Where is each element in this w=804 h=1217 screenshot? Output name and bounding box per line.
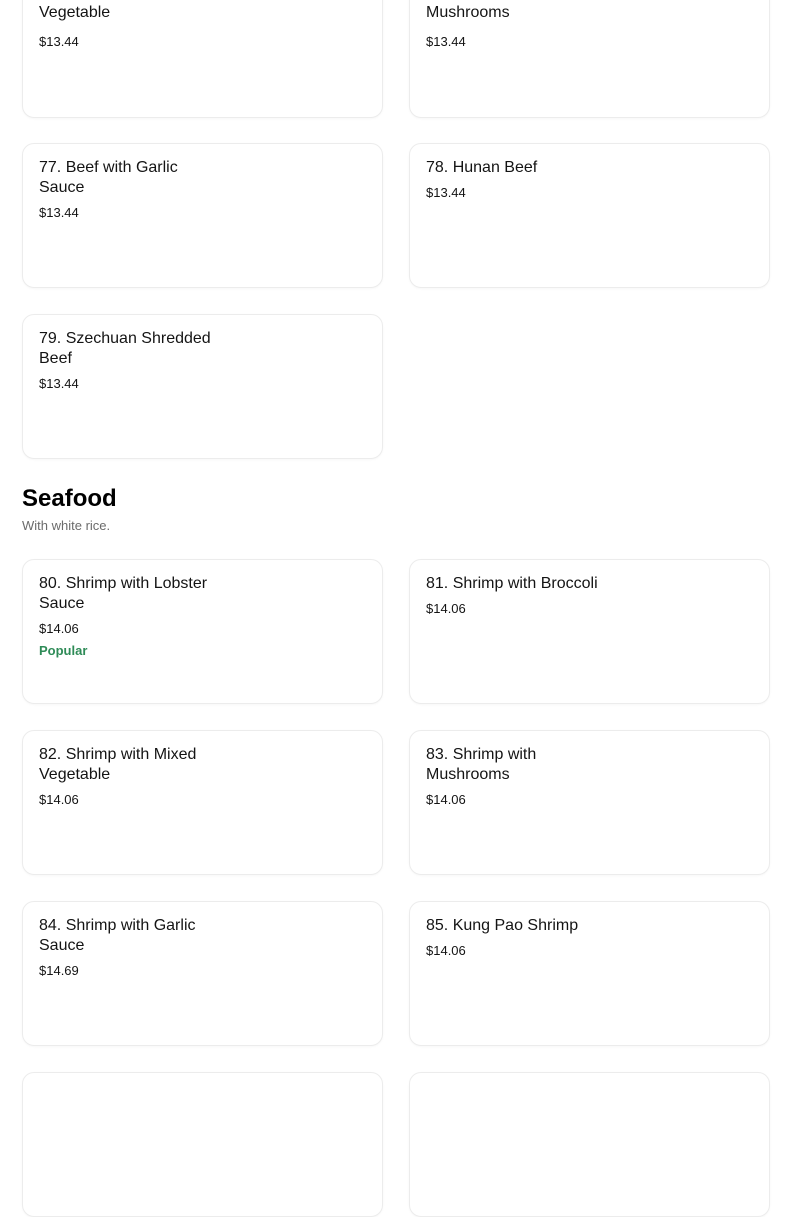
item-name: 83. Shrimp with Mushrooms [426,746,537,783]
section-title: Seafood [22,485,117,512]
item-price: $13.44 [39,376,79,391]
menu-item-card[interactable] [409,559,770,704]
menu-item-card[interactable] [22,0,383,118]
menu-item-card[interactable] [409,1072,770,1217]
section-subtitle: With white rice. [22,518,111,533]
item-name: 79. Szechuan Shredded Beef [39,330,211,367]
menu-item-card[interactable] [409,901,770,1046]
item-name: 80. Shrimp with Lobster Sauce [39,575,208,612]
menu-item-card[interactable] [409,143,770,288]
menu-item-card[interactable] [22,143,383,288]
item-price: $14.06 [426,792,466,807]
menu-item-card[interactable] [22,1072,383,1217]
menu-item-card[interactable] [22,901,383,1046]
item-name: 81. Shrimp with Broccoli [426,575,598,592]
item-price: $14.06 [426,601,466,616]
item-name: 82. Shrimp with Mixed Vegetable [39,746,197,783]
menu-item-card[interactable] [22,559,383,704]
item-price: $13.44 [426,34,466,49]
item-price: $13.44 [39,205,79,220]
menu-item-card[interactable] [409,730,770,875]
menu-item-card[interactable] [22,730,383,875]
item-name: Mushrooms [426,4,510,21]
item-price: $14.06 [39,792,79,807]
item-name: 84. Shrimp with Garlic Sauce [39,917,196,954]
item-price: $13.44 [39,34,79,49]
item-price: $14.06 [426,943,466,958]
popular-badge: Popular [39,643,88,658]
menu-item-card[interactable] [409,0,770,118]
item-name: Vegetable [39,4,111,21]
item-price: $13.44 [426,185,466,200]
item-name: 77. Beef with Garlic Sauce [39,159,178,196]
item-price: $14.06 [39,621,79,636]
item-name: 85. Kung Pao Shrimp [426,917,579,934]
item-price: $14.69 [39,963,79,978]
item-name: 78. Hunan Beef [426,159,538,176]
menu-item-card[interactable] [22,314,383,459]
